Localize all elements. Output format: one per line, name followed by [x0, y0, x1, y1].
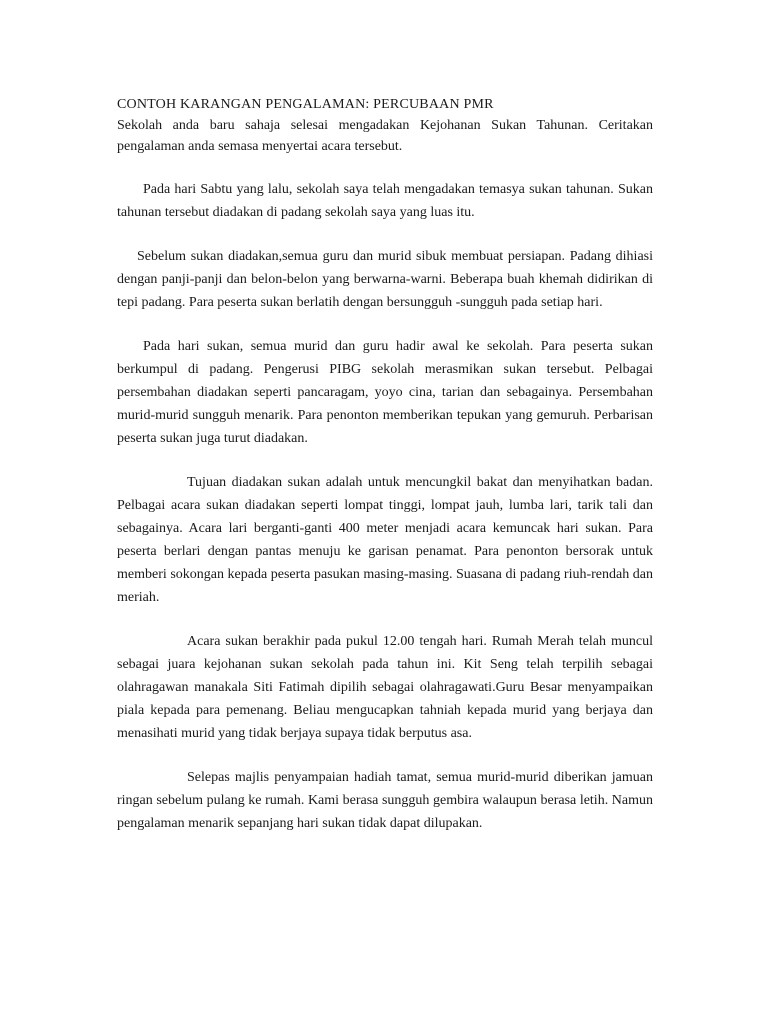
paragraph-3: Pada hari sukan, semua murid dan guru hadir awal ke sekolah. Para peserta sukan berkumpul di padang. Pengerusi PIBG sekolah merasmikan sukan tersebut. Pelbagai persembahan diadakan seperti pancaragam, yoyo cina, tarian dan sebagainya. Persembahan murid-murid sungguh menarik. Para penonton memberikan tepukan yang gemuruh. Perbarisan peserta sukan juga turut diadakan.	[117, 339, 653, 446]
essay-prompt: Sekolah anda baru sahaja selesai mengadakan Kejohanan Sukan Tahunan. Ceritakan pengalaman anda semasa menyertai acara tersebut.	[117, 118, 653, 154]
paragraph-2: Sebelum sukan diadakan,semua guru dan murid sibuk membuat persiapan. Padang dihiasi dengan panji-panji dan belon-belon yang berwarna-warni. Beberapa buah khemah didirikan di tepi padang. Para peserta sukan berlatih dengan bersungguh -sungguh pada setiap hari.	[117, 249, 653, 310]
paragraph-5: Acara sukan berakhir pada pukul 12.00 tengah hari. Rumah Merah telah muncul sebagai juara kejohanan sukan sekolah pada tahun ini. Kit Seng telah terpilih sebagai olahragawan manakala Siti Fatimah dipilih sebagai olahragawati.Guru Besar menyampaikan piala kepada para pemenang. Beliau mengucapkan tahniah kepada murid yang berjaya dan menasihati murid yang tidak berjaya supaya tidak berputus asa.	[117, 634, 653, 741]
paragraph-1: Pada hari Sabtu yang lalu, sekolah saya telah mengadakan temasya sukan tahunan. Sukan tahunan tersebut diadakan di padang sekolah saya yang luas itu.	[117, 182, 653, 220]
paragraph-6: Selepas majlis penyampaian hadiah tamat, semua murid-murid diberikan jamuan ringan sebelum pulang ke rumah. Kami berasa sungguh gembira walaupun berasa letih. Namun pengalaman menarik sepanjang hari sukan tidak dapat dilupakan.	[117, 770, 653, 831]
paragraph-4: Tujuan diadakan sukan adalah untuk mencungkil bakat dan menyihatkan badan. Pelbagai acara sukan diadakan seperti lompat tinggi, lompat jauh, lumba lari, tarik tali dan sebagainya. Acara lari berganti-ganti 400 meter menjadi acara kemuncak hari sukan. Para peserta berlari dengan pantas menuju ke garisan penamat. Para penonton bersorak untuk memberi sokongan kepada peserta pasukan masing-masing. Suasana di padang riuh-rendah dan meriah.	[117, 475, 653, 605]
document-title: CONTOH KARANGAN PENGALAMAN: PERCUBAAN PMR	[117, 97, 494, 112]
